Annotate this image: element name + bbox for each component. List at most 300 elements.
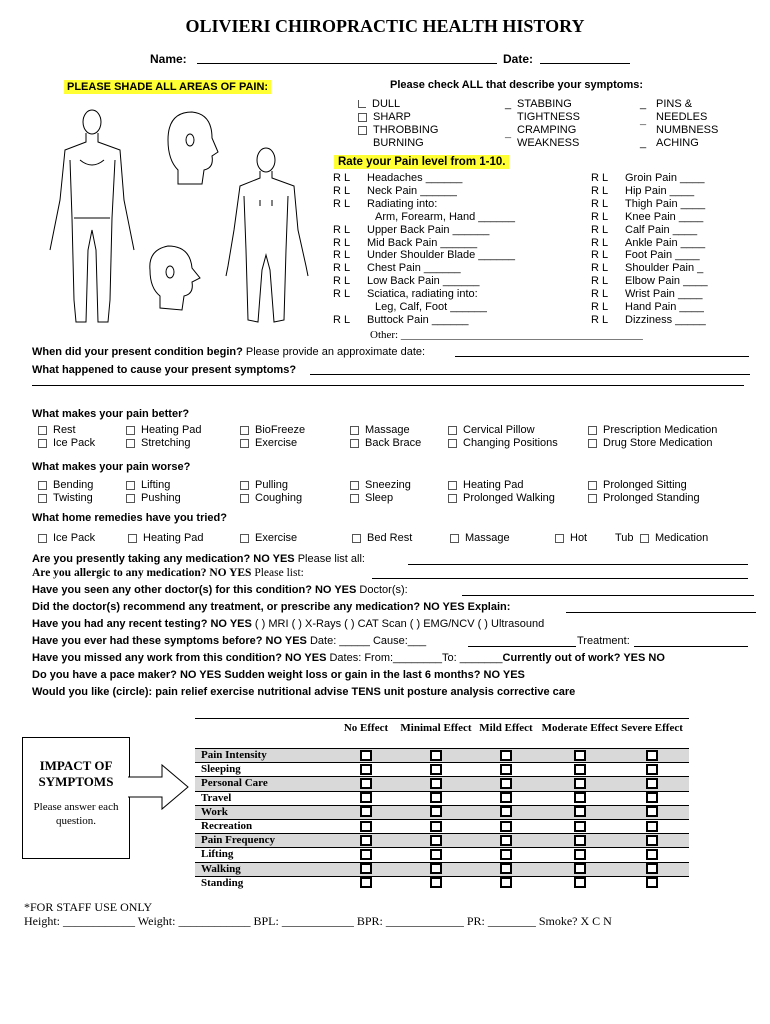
worse-option[interactable] (588, 479, 687, 491)
impact-checkbox[interactable] (500, 835, 512, 846)
shade-pain-label: PLEASE SHADE ALL AREAS OF PAIN: (64, 80, 271, 94)
other-doctor-question: Have you seen any other doctor(s) for this condition? NO YES Doctor(s): (32, 584, 408, 596)
impact-table-topline (195, 718, 689, 719)
symptom-weakness[interactable]: ¯ WEAKNESS (505, 137, 580, 149)
rl-select[interactable]: R L (591, 301, 609, 314)
impact-checkbox[interactable] (430, 764, 442, 775)
pain-item[interactable] (333, 288, 515, 301)
impact-column-header: Minimal Effect (400, 722, 472, 734)
impact-row (195, 847, 689, 862)
impact-checkbox[interactable] (646, 849, 658, 860)
impact-checkbox[interactable] (430, 806, 442, 817)
worse-option[interactable] (38, 479, 93, 491)
impact-checkbox[interactable] (360, 792, 372, 803)
treatment-before-label: Treatment: (577, 635, 630, 647)
checkbox-icon (350, 494, 359, 503)
better-option[interactable] (350, 424, 410, 436)
option-label: Pulling (255, 479, 289, 491)
remedy-label: Heating Pad (143, 532, 204, 544)
checkbox-icon (38, 426, 47, 435)
impact-column-header: Moderate Effect (541, 722, 619, 734)
impact-checkbox[interactable] (500, 764, 512, 775)
impact-row-label: Pain Frequency (201, 834, 276, 847)
date-label: Date: (503, 52, 534, 66)
checkbox-icon (126, 494, 135, 503)
pain-label: Elbow Pain ____ (625, 275, 708, 288)
pain-item[interactable] (333, 275, 515, 288)
option-label: BioFreeze (255, 424, 306, 436)
symptom-stabbing[interactable]: _ STABBING (505, 98, 572, 110)
checkbox-icon (240, 494, 249, 503)
checkbox-icon (38, 481, 47, 490)
pain-item[interactable] (333, 301, 515, 314)
option-label: Rest (53, 424, 76, 436)
checkbox-icon (350, 439, 359, 448)
pain-label: Ankle Pain ____ (625, 236, 706, 249)
cause-question: What happened to cause your present symptoms? (32, 364, 297, 376)
remedy-label: Bed Rest (367, 532, 413, 544)
remedy-option[interactable] (450, 532, 510, 544)
option-label: Pushing (141, 492, 181, 504)
checkbox-icon (240, 439, 249, 448)
better-option[interactable] (350, 437, 421, 449)
would-you-like-question: Would you like (circle): pain relief exercise nutritional advise TENS unit posture analysis corrective care (32, 686, 576, 698)
checkbox-icon (38, 494, 47, 503)
rl-select[interactable]: R L (333, 184, 351, 197)
impact-checkbox[interactable] (360, 806, 372, 817)
symptom-needles[interactable]: NEEDLES (656, 111, 708, 123)
symptoms-heading: Please check ALL that describe your symptoms: (390, 79, 644, 91)
pain-label: Chest Pain ______ (367, 262, 461, 275)
pain-label: Under Shoulder Blade ______ (367, 249, 516, 262)
rl-select[interactable]: R L (333, 288, 351, 301)
option-label: Coughing (255, 492, 303, 504)
rl-select[interactable]: R L (591, 288, 609, 301)
pain-label: Sciatica, radiating into: (367, 288, 478, 301)
option-label: Prolonged Walking (463, 492, 555, 504)
impact-row (195, 819, 689, 834)
impact-checkbox[interactable] (500, 750, 512, 761)
pain-label: Arm, Forearm, Hand ______ (375, 210, 516, 223)
side-head-figure (168, 112, 218, 184)
impact-checkbox[interactable] (646, 835, 658, 846)
pain-right-list (591, 172, 708, 327)
worse-option[interactable] (350, 479, 411, 491)
pain-item[interactable] (591, 262, 708, 275)
impact-checkbox[interactable] (646, 806, 658, 817)
impact-checkbox[interactable] (574, 863, 586, 874)
pain-label: Foot Pain ____ (625, 249, 700, 262)
pain-item[interactable] (591, 301, 708, 314)
checkbox-icon (240, 481, 249, 490)
rl-select[interactable]: R L (333, 275, 351, 288)
checkbox-icon (358, 100, 366, 108)
impact-checkbox[interactable] (646, 778, 658, 789)
rl-select[interactable]: R L (591, 262, 609, 275)
impact-row-label: Work (201, 805, 228, 818)
cause-field-line2[interactable] (32, 385, 744, 386)
checkbox-icon (448, 426, 457, 435)
pain-item[interactable] (333, 314, 515, 327)
impact-box-note: Please answer each question. (33, 801, 119, 827)
better-heading: What makes your pain better? (32, 408, 190, 420)
pain-item[interactable] (591, 249, 708, 262)
impact-checkbox[interactable] (500, 792, 512, 803)
checkbox-icon (126, 439, 135, 448)
impact-row-label: Recreation (201, 820, 253, 832)
treatment-before-field[interactable] (634, 634, 748, 647)
symptom-dull[interactable]: DULL (358, 98, 438, 111)
better-option[interactable] (588, 437, 712, 449)
better-option[interactable] (448, 424, 535, 436)
pain-label: Hip Pain ____ (625, 184, 695, 197)
impact-column-header: Severe Effect (621, 722, 683, 734)
pain-label: Groin Pain ____ (625, 172, 705, 184)
option-label: Back Brace (365, 437, 422, 449)
rl-select[interactable]: R L (591, 223, 609, 236)
checkbox-icon (588, 481, 597, 490)
impact-checkbox[interactable] (500, 778, 512, 789)
pain-item[interactable] (591, 211, 708, 224)
rl-select[interactable]: R L (333, 249, 351, 262)
impact-row (195, 791, 689, 806)
pain-label: Shoulder Pain _ (625, 262, 704, 275)
rl-select[interactable]: R L (591, 313, 609, 326)
impact-checkbox[interactable] (574, 764, 586, 775)
pain-item[interactable] (591, 185, 708, 198)
remedy-option[interactable] (128, 532, 204, 544)
checkbox-icon (448, 481, 457, 490)
symptom-sharp[interactable]: SHARP (358, 111, 438, 124)
checkbox-icon (240, 534, 249, 543)
checkbox-icon (588, 494, 597, 503)
impact-row-label: Sleeping (201, 763, 241, 776)
impact-checkbox[interactable] (574, 750, 586, 761)
impact-checkbox[interactable] (360, 863, 372, 874)
pain-item[interactable] (333, 211, 515, 224)
option-label: Bending (53, 479, 94, 491)
pain-label: Low Back Pain ______ (367, 275, 480, 288)
name-label: Name: (150, 52, 187, 66)
impact-column-header: Mild Effect (479, 722, 533, 734)
arrow-right-icon (128, 763, 190, 811)
checkbox-icon (128, 534, 137, 543)
pain-item[interactable] (333, 237, 515, 250)
pain-level-heading: Rate your Pain level from 1-10. (334, 155, 509, 169)
impact-checkbox[interactable] (646, 863, 658, 874)
option-label: Sleep (365, 492, 394, 504)
pain-label: Leg, Calf, Foot ______ (375, 301, 487, 314)
worse-option[interactable] (38, 492, 93, 504)
worse-option[interactable] (240, 479, 288, 491)
impact-checkbox[interactable] (646, 764, 658, 775)
checkbox-icon (588, 426, 597, 435)
impact-checkbox[interactable] (360, 764, 372, 775)
pain-item[interactable] (591, 198, 708, 211)
checkbox-icon (588, 439, 597, 448)
impact-checkbox[interactable] (500, 806, 512, 817)
rl-select[interactable]: R L (333, 262, 351, 275)
treatment-question: Did the doctor(s) recommend any treatment, or prescribe any medication? NO YES Explain: (32, 601, 511, 613)
impact-row-label: Pain Intensity (201, 749, 267, 761)
rl-select[interactable]: R L (591, 210, 609, 223)
pain-label: Hand Pain ____ (625, 301, 704, 314)
checkbox-icon (555, 534, 564, 543)
pain-item[interactable] (591, 237, 708, 250)
condition-begin: When did your present condition begin? Please provide an approximate date: (32, 346, 426, 358)
checkbox-icon (352, 534, 361, 543)
better-option[interactable] (240, 437, 297, 449)
impact-checkbox[interactable] (500, 877, 512, 888)
better-option[interactable] (240, 424, 305, 436)
option-label: Twisting (53, 492, 93, 504)
symptom-pins[interactable]: _ PINS & (640, 98, 693, 110)
checkbox-icon (448, 494, 457, 503)
worse-option[interactable] (448, 492, 555, 504)
symptom-throbbing[interactable]: THROBBING (358, 124, 438, 137)
staff-heading: *FOR STAFF USE ONLY (24, 900, 153, 914)
rl-select[interactable]: R L (333, 313, 351, 326)
impact-checkbox[interactable] (430, 835, 442, 846)
impact-checkbox[interactable] (646, 821, 658, 832)
medication-question: Are you presently taking any medication? NO YES Please list all: (32, 553, 365, 565)
worse-option[interactable] (240, 492, 302, 504)
impact-checkbox[interactable] (646, 877, 658, 888)
doctor-field[interactable] (462, 583, 754, 596)
worse-option[interactable] (126, 479, 170, 491)
checkbox-icon (448, 439, 457, 448)
pain-other[interactable]: Other: ____________________________________________ (370, 329, 643, 341)
impact-checkbox[interactable] (360, 750, 372, 761)
remedy-label: Medication (655, 532, 709, 544)
option-label: Prescription Medication (603, 424, 718, 436)
pain-item[interactable] (333, 224, 515, 237)
better-option[interactable] (126, 437, 191, 449)
checkbox-icon (38, 534, 47, 543)
option-label: Exercise (255, 437, 298, 449)
lower-head-figure (150, 246, 200, 310)
impact-box-title: IMPACT OF SYMPTOMS (38, 758, 114, 789)
remedy-label: Massage (465, 532, 510, 544)
option-label: Cervical Pillow (463, 424, 535, 436)
impact-row-label: Lifting (201, 848, 234, 861)
worse-option[interactable] (126, 492, 181, 504)
pain-item[interactable] (333, 198, 515, 211)
impact-checkbox[interactable] (574, 849, 586, 860)
remedy-label: Ice Pack (53, 532, 96, 544)
option-label: Changing Positions (463, 437, 558, 449)
checkbox-icon (350, 481, 359, 490)
impact-checkbox[interactable] (574, 792, 586, 803)
pain-item[interactable] (591, 314, 708, 327)
pain-item[interactable] (333, 172, 515, 185)
option-label: Heating Pad (463, 479, 524, 491)
testing-question: Have you had any recent testing? NO YES ( ) MRI ( ) X-Rays ( ) CAT Scan ( ) EMG/NCV ( ) Ultrasound (32, 618, 545, 630)
impact-checkbox[interactable] (646, 750, 658, 761)
pain-label: Thigh Pain ____ (625, 197, 706, 210)
remedy-option[interactable] (615, 532, 634, 544)
impact-row (195, 748, 689, 763)
remedy-label: Tub (615, 532, 634, 544)
impact-checkbox[interactable] (430, 863, 442, 874)
symptom-burning[interactable]: BURNING (373, 137, 424, 149)
checkbox-icon (240, 426, 249, 435)
symptom-tightness[interactable]: TIGHTNESS (517, 111, 580, 123)
better-option[interactable] (126, 424, 202, 436)
impact-checkbox[interactable] (360, 877, 372, 888)
pain-item[interactable] (591, 288, 708, 301)
pain-label: Headaches ______ (367, 172, 463, 184)
rl-select[interactable]: R L (591, 236, 609, 249)
pain-label: Calf Pain ____ (625, 223, 698, 236)
better-option[interactable] (588, 424, 717, 436)
symptom-cramping[interactable]: CRAMPING (517, 124, 577, 136)
option-label: Prolonged Standing (603, 492, 700, 504)
remedy-option[interactable] (352, 532, 412, 544)
allergy-field[interactable] (372, 566, 748, 579)
checkbox-icon (38, 439, 47, 448)
option-label: Drug Store Medication (603, 437, 713, 449)
impact-checkbox[interactable] (360, 821, 372, 832)
rl-select[interactable]: R L (333, 197, 351, 210)
impact-checkbox[interactable] (430, 849, 442, 860)
option-label: Prolonged Sitting (603, 479, 687, 491)
back-body-figure (226, 148, 308, 322)
impact-row (195, 862, 689, 877)
impact-checkbox[interactable] (500, 863, 512, 874)
impact-checkbox[interactable] (360, 849, 372, 860)
symptom-numbness[interactable]: ¯ NUMBNESS (640, 124, 719, 136)
remedies-heading: What home remedies have you tried? (32, 512, 227, 524)
medication-field[interactable] (408, 552, 748, 565)
impact-row (195, 762, 689, 777)
pain-label: Upper Back Pain ______ (367, 223, 490, 236)
pain-item[interactable] (333, 185, 515, 198)
pain-label: Neck Pain ______ (367, 184, 457, 197)
impact-row (195, 876, 689, 891)
staff-line[interactable]: Height: ____________ Weight: ____________ BPL: ____________ BPR: _____________ PR: ________ Smoke? X C N (24, 914, 612, 928)
impact-row-label: Standing (201, 876, 244, 889)
checkbox-icon (450, 534, 459, 543)
impact-row (195, 805, 689, 820)
checkbox-icon (358, 113, 367, 122)
worse-option[interactable] (588, 492, 700, 504)
front-body-figure (50, 110, 134, 322)
impact-checkbox[interactable] (430, 792, 442, 803)
rl-select[interactable]: R L (591, 275, 609, 288)
checkbox-icon (640, 534, 649, 543)
impact-checkbox[interactable] (646, 792, 658, 803)
explain-field[interactable] (566, 600, 756, 613)
impact-checkbox[interactable] (574, 778, 586, 789)
better-option[interactable] (448, 437, 558, 449)
better-option[interactable] (38, 424, 76, 436)
impact-checkbox[interactable] (574, 821, 586, 832)
worse-option[interactable] (350, 492, 393, 504)
impact-checkbox[interactable] (574, 806, 586, 817)
impact-row-label: Personal Care (201, 777, 268, 790)
impact-checkbox[interactable] (500, 821, 512, 832)
remedy-option[interactable] (640, 532, 708, 544)
impact-checkbox[interactable] (430, 778, 442, 789)
pain-label: Mid Back Pain ______ (367, 236, 478, 249)
pain-item[interactable] (591, 275, 708, 288)
rl-select[interactable]: R L (333, 236, 351, 249)
rl-select[interactable]: R L (591, 197, 609, 210)
rl-select[interactable]: R L (591, 184, 609, 197)
cause-field[interactable] (310, 362, 750, 375)
rl-select[interactable]: R L (333, 172, 351, 184)
impact-checkbox[interactable] (574, 835, 586, 846)
pain-label: Radiating into: (367, 197, 438, 210)
remedy-label: Hot (570, 532, 588, 544)
impact-row (195, 776, 689, 791)
missed-work-question: Have you missed any work from this condition? NO YES Dates: From:________To: _______Currently out of work? YES NO (32, 652, 665, 664)
pain-label: Dizziness _____ (625, 313, 706, 326)
impact-checkbox[interactable] (430, 750, 442, 761)
cause-before-field[interactable] (468, 634, 576, 647)
body-diagram[interactable] (20, 100, 320, 340)
option-label: Stretching (141, 437, 191, 449)
pain-item[interactable] (333, 249, 515, 262)
impact-checkbox[interactable] (574, 877, 586, 888)
form-title: OLIVIERI CHIROPRACTIC HEALTH HISTORY (185, 16, 585, 36)
worse-heading: What makes your pain worse? (32, 461, 191, 473)
pain-label: Buttock Pain ______ (367, 313, 469, 326)
impact-checkbox[interactable] (360, 835, 372, 846)
date-field[interactable] (540, 51, 630, 64)
worse-option[interactable] (448, 479, 524, 491)
impact-row-label: Travel (201, 791, 232, 804)
option-label: Massage (365, 424, 410, 436)
impact-checkbox[interactable] (430, 821, 442, 832)
option-label: Sneezing (365, 479, 411, 491)
impact-box (22, 737, 130, 859)
impact-checkbox[interactable] (500, 849, 512, 860)
pacemaker-question: Do you have a pace maker? NO YES Sudden weight loss or gain in the last 6 months? NO YES (32, 669, 525, 681)
symptoms-before-question: Have you ever had these symptoms before? NO YES Date: _____ Cause:___ (32, 635, 427, 647)
impact-column-header: No Effect (343, 722, 389, 734)
option-label: Lifting (141, 479, 171, 491)
checkbox-icon (358, 126, 367, 135)
rl-select[interactable]: R L (333, 223, 351, 236)
remedy-label: Exercise (255, 532, 298, 544)
rl-select[interactable]: R L (591, 172, 609, 184)
option-label: Heating Pad (141, 424, 202, 436)
symptom-aching[interactable]: _ ACHING (640, 137, 699, 149)
remedy-option[interactable] (38, 532, 95, 544)
remedy-option[interactable] (240, 532, 297, 544)
impact-checkbox[interactable] (430, 877, 442, 888)
name-field[interactable] (197, 51, 497, 64)
impact-row-label: Walking (201, 862, 241, 875)
remedy-option[interactable] (555, 532, 587, 544)
allergy-question: Are you allergic to any medication? NO YES Please list: (32, 567, 304, 579)
pain-item[interactable] (333, 262, 515, 275)
better-option[interactable] (38, 437, 95, 449)
checkbox-icon (126, 426, 135, 435)
impact-checkbox[interactable] (360, 778, 372, 789)
condition-begin-field[interactable] (455, 344, 749, 357)
checkbox-icon (350, 426, 359, 435)
option-label: Ice Pack (53, 437, 96, 449)
pain-label: Knee Pain ____ (625, 210, 704, 223)
pain-label: Wrist Pain ____ (625, 288, 703, 301)
rl-select[interactable]: R L (591, 249, 609, 262)
pain-item[interactable] (591, 172, 708, 185)
pain-left-list (333, 172, 515, 327)
pain-item[interactable] (591, 224, 708, 237)
